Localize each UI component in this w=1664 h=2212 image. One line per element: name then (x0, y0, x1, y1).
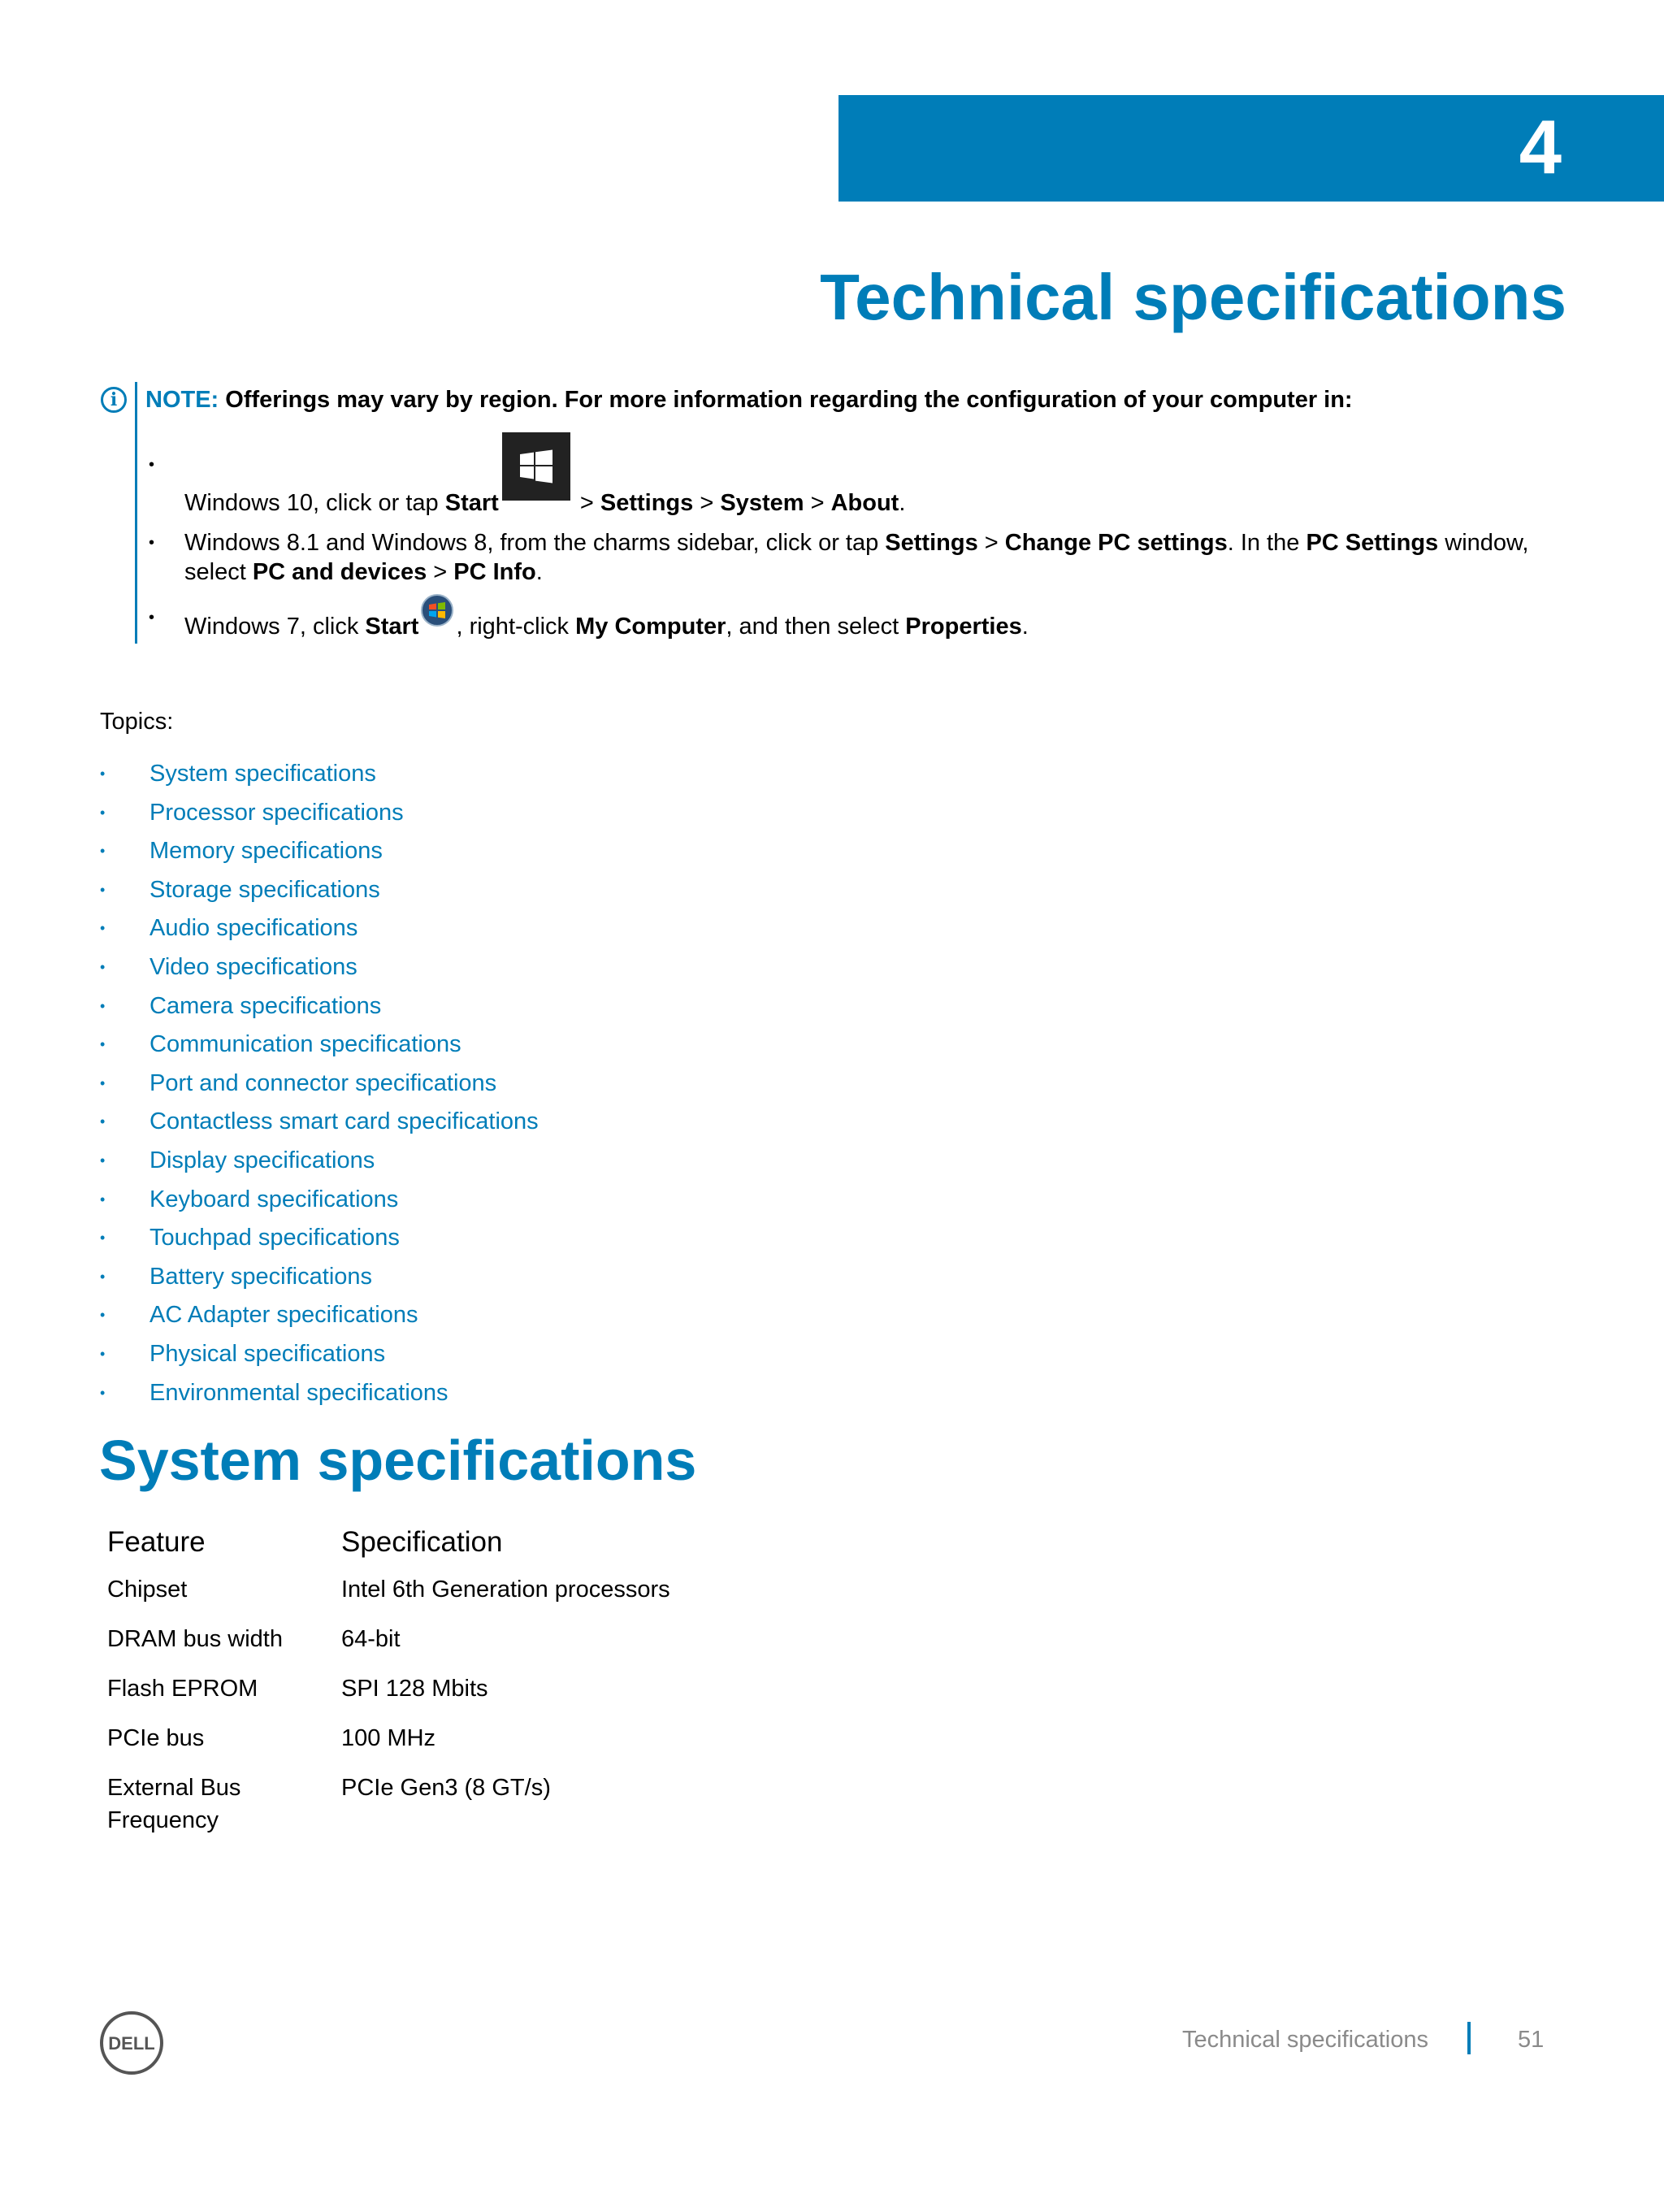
topic-item (100, 1185, 539, 1224)
section-title-system-specifications: System specifications (99, 1429, 697, 1492)
topic-link-camera[interactable]: Camera specifications (150, 992, 382, 1019)
topic-link-battery[interactable]: Battery specifications (150, 1263, 373, 1290)
topic-item (100, 836, 539, 875)
specification-cell: PCIe Gen3 (8 GT/s) (341, 1775, 551, 1801)
chapter-number: 4 (1519, 104, 1562, 189)
topic-link-ac-adapter[interactable]: AC Adapter specifications (150, 1302, 418, 1329)
topic-item (100, 1069, 539, 1108)
footer-section-label: Technical specifications (1181, 2027, 1428, 2053)
table-row (99, 1567, 918, 1616)
note-keyword: NOTE: (145, 387, 219, 413)
topic-link-communication[interactable]: Communication specifications (150, 1031, 462, 1058)
topics-label: Topics: (100, 709, 174, 735)
topic-link-physical[interactable]: Physical specifications (150, 1340, 386, 1367)
system-spec-table (99, 1525, 918, 1847)
topic-link-keyboard[interactable]: Keyboard specifications (150, 1186, 399, 1212)
topic-link-system[interactable]: System specifications (150, 761, 376, 787)
topic-link-storage[interactable]: Storage specifications (150, 876, 380, 903)
dell-logo (99, 2010, 164, 2075)
specification-cell: 100 MHz (341, 1725, 436, 1751)
table-row (99, 1616, 918, 1666)
topic-item (100, 1300, 539, 1339)
chapter-title: Technical specifications (820, 261, 1566, 333)
specification-cell: SPI 128 Mbits (341, 1676, 488, 1702)
info-icon: i (101, 387, 127, 413)
topic-item (100, 798, 539, 837)
topic-item (100, 1107, 539, 1146)
column-header-specification: Specification (341, 1526, 503, 1558)
topic-link-processor[interactable]: Processor specifications (150, 799, 404, 826)
windows-orb-icon (420, 593, 454, 627)
feature-cell: Flash EPROM (107, 1676, 258, 1702)
column-header-feature: Feature (107, 1526, 206, 1558)
topic-item (100, 1339, 539, 1378)
note-item-windows-10: • Windows 10, click or tap Start > Settings > System > About. (145, 450, 1559, 518)
topic-item (100, 1146, 539, 1185)
dell-logo-text: DELL (108, 2033, 155, 2054)
topic-item (100, 991, 539, 1030)
specification-cell: 64-bit (341, 1626, 401, 1652)
topic-item (100, 1262, 539, 1301)
topic-item (100, 759, 539, 798)
note-divider (135, 382, 137, 644)
topic-item (100, 1223, 539, 1262)
table-row (99, 1715, 918, 1765)
topic-item (100, 1378, 539, 1417)
note-item-windows-8: • Windows 8.1 and Windows 8, from the charms sidebar, click or tap Settings > Change PC settings. In the PC Settings window, select PC and devices > PC Info. (145, 528, 1559, 587)
footer-divider (1467, 2022, 1471, 2054)
feature-cell: External Bus Frequency (107, 1775, 241, 1833)
page-number: 51 (1518, 2027, 1545, 2053)
feature-cell: DRAM bus width (107, 1626, 283, 1652)
topic-item (100, 952, 539, 991)
table-header-row (99, 1525, 918, 1567)
topic-item (100, 1030, 539, 1069)
note-list (145, 442, 1559, 651)
topic-link-video[interactable]: Video specifications (150, 953, 358, 980)
topic-link-smart-card[interactable]: Contactless smart card specifications (150, 1108, 539, 1135)
chapter-number-bar (838, 95, 1664, 202)
topic-link-port-connector[interactable]: Port and connector specifications (150, 1069, 497, 1096)
note-heading (145, 382, 1353, 418)
topic-link-environmental[interactable]: Environmental specifications (150, 1379, 448, 1406)
note-item-windows-7: • Windows 7, click Start , right-click My Computer, and then select Properties. (145, 603, 1559, 641)
topic-item (100, 875, 539, 914)
topic-link-audio[interactable]: Audio specifications (150, 915, 358, 942)
table-row (99, 1765, 918, 1847)
feature-cell: Chipset (107, 1577, 188, 1603)
topic-link-memory[interactable]: Memory specifications (150, 838, 383, 865)
table-row (99, 1666, 918, 1715)
windows-start-icon (502, 432, 570, 501)
topic-item (100, 913, 539, 952)
specification-cell: Intel 6th Generation processors (341, 1577, 670, 1603)
note-box (101, 382, 1547, 644)
topic-link-touchpad[interactable]: Touchpad specifications (150, 1225, 400, 1251)
topic-link-display[interactable]: Display specifications (150, 1147, 375, 1173)
feature-cell: PCIe bus (107, 1725, 205, 1751)
topics-list (100, 759, 539, 1416)
note-text: Offerings may vary by region. For more information regarding the configuration of your computer in: (225, 387, 1353, 413)
